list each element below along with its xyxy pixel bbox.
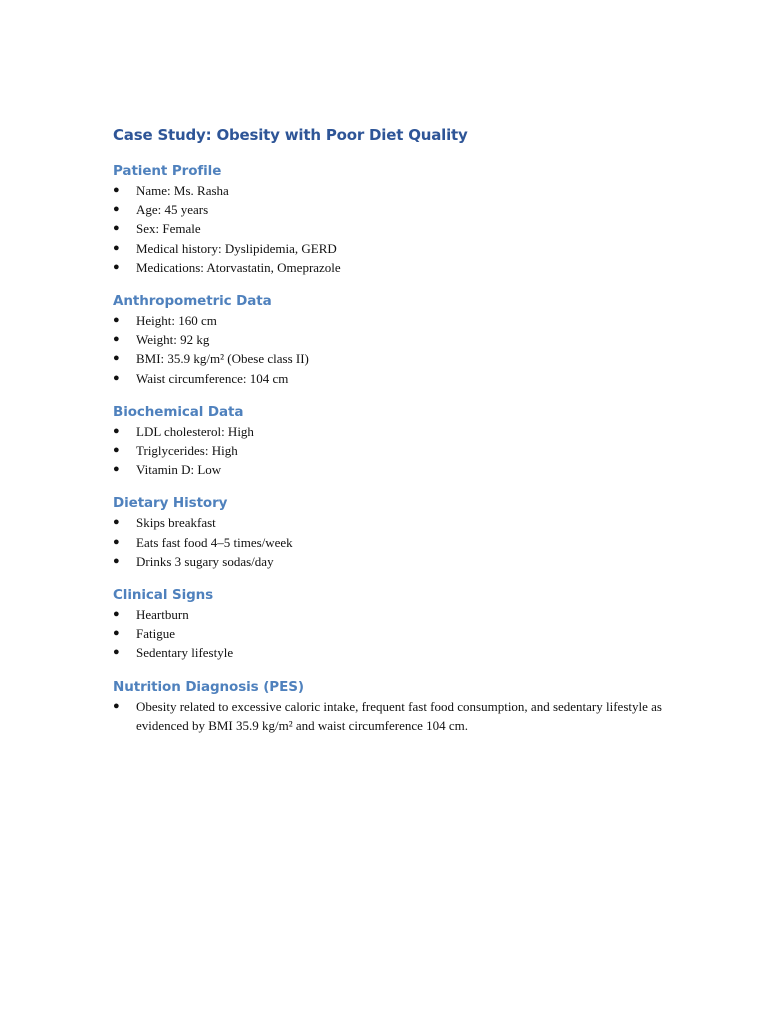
bullet-icon: ● <box>113 203 120 216</box>
section-clinical-signs <box>113 585 673 677</box>
list-item-text: Sedentary lifestyle <box>136 645 234 661</box>
bullet-list <box>113 422 673 480</box>
section-heading: Anthropometric Data <box>113 293 272 310</box>
bullet-icon: ● <box>113 627 120 640</box>
list-item-text: LDL cholesterol: High <box>136 423 254 439</box>
list-item-text: Skips breakfast <box>136 515 216 531</box>
list-item-text: Drinks 3 sugary sodas/day <box>136 553 274 569</box>
list-item-text: Medications: Atorvastatin, Omeprazole <box>136 259 341 275</box>
list-item <box>113 258 673 277</box>
list-item-text: Fatigue <box>136 626 175 642</box>
section-heading: Dietary History <box>113 495 228 512</box>
section-heading: Biochemical Data <box>113 403 244 420</box>
section-patient-profile <box>113 161 673 291</box>
bullet-list <box>113 513 673 571</box>
list-item-text: Height: 160 cm <box>136 313 217 329</box>
bullet-icon: ● <box>113 444 120 457</box>
document-title: Case Study: Obesity with Poor Diet Quality <box>113 126 468 144</box>
section-heading: Nutrition Diagnosis (PES) <box>113 678 304 695</box>
list-item <box>113 369 673 388</box>
section-biochemical-data <box>113 402 673 494</box>
list-item <box>113 311 673 330</box>
document-page <box>113 124 673 735</box>
list-item <box>113 460 673 479</box>
list-item-text: Medical history: Dyslipidemia, GERD <box>136 240 337 256</box>
list-item <box>113 441 673 460</box>
list-item <box>113 219 673 238</box>
bullet-icon: ● <box>113 333 120 346</box>
list-item-text: Obesity related to excessive caloric intake, frequent fast food consumption, and sedentary lifestyle as evidenced by BMI 35.9 kg/m² and waist circumference 104 cm. <box>136 698 662 733</box>
bullet-icon: ● <box>113 424 120 437</box>
bullet-list <box>113 697 673 735</box>
bullet-list <box>113 605 673 663</box>
bullet-icon: ● <box>113 352 120 365</box>
list-item-text: Name: Ms. Rasha <box>136 183 229 198</box>
list-item-text: Weight: 92 kg <box>136 332 210 348</box>
list-item <box>113 513 673 532</box>
section-heading: Patient Profile <box>113 163 222 179</box>
list-item-text: Vitamin D: Low <box>136 462 222 478</box>
list-item <box>113 239 673 258</box>
section-heading: Clinical Signs <box>113 587 214 604</box>
list-item-text: Sex: Female <box>136 221 201 237</box>
list-item <box>113 643 673 662</box>
bullet-icon: ● <box>113 699 120 712</box>
bullet-list <box>113 311 673 388</box>
list-item <box>113 605 673 624</box>
section-nutrition-diagnosis-pes <box>113 677 673 735</box>
list-item <box>113 624 673 643</box>
bullet-icon: ● <box>113 554 120 567</box>
bullet-icon: ● <box>113 516 120 529</box>
list-item <box>113 697 673 735</box>
section-anthropometric-data <box>113 291 673 402</box>
document-body <box>113 161 673 735</box>
bullet-icon: ● <box>113 314 120 327</box>
bullet-icon: ● <box>113 646 120 659</box>
list-item-text: BMI: 35.9 kg/m² (Obese class II) <box>136 351 309 367</box>
list-item <box>113 330 673 349</box>
list-item <box>113 422 673 441</box>
list-item-text: Eats fast food 4–5 times/week <box>136 534 293 550</box>
list-item-text: Waist circumference: 104 cm <box>136 370 289 386</box>
bullet-icon: ● <box>113 241 120 254</box>
bullet-icon: ● <box>113 608 120 621</box>
bullet-icon: ● <box>113 222 120 235</box>
list-item-text: Age: 45 years <box>136 202 209 218</box>
list-item <box>113 181 673 200</box>
list-item-text: Heartburn <box>136 607 189 623</box>
bullet-icon: ● <box>113 371 120 384</box>
list-item <box>113 552 673 571</box>
section-dietary-history <box>113 493 673 585</box>
list-item <box>113 200 673 219</box>
bullet-list <box>113 181 673 277</box>
list-item <box>113 349 673 368</box>
list-item <box>113 533 673 552</box>
bullet-icon: ● <box>113 184 120 196</box>
bullet-icon: ● <box>113 463 120 476</box>
bullet-icon: ● <box>113 535 120 548</box>
bullet-icon: ● <box>113 260 120 273</box>
list-item-text: Triglycerides: High <box>136 443 238 459</box>
